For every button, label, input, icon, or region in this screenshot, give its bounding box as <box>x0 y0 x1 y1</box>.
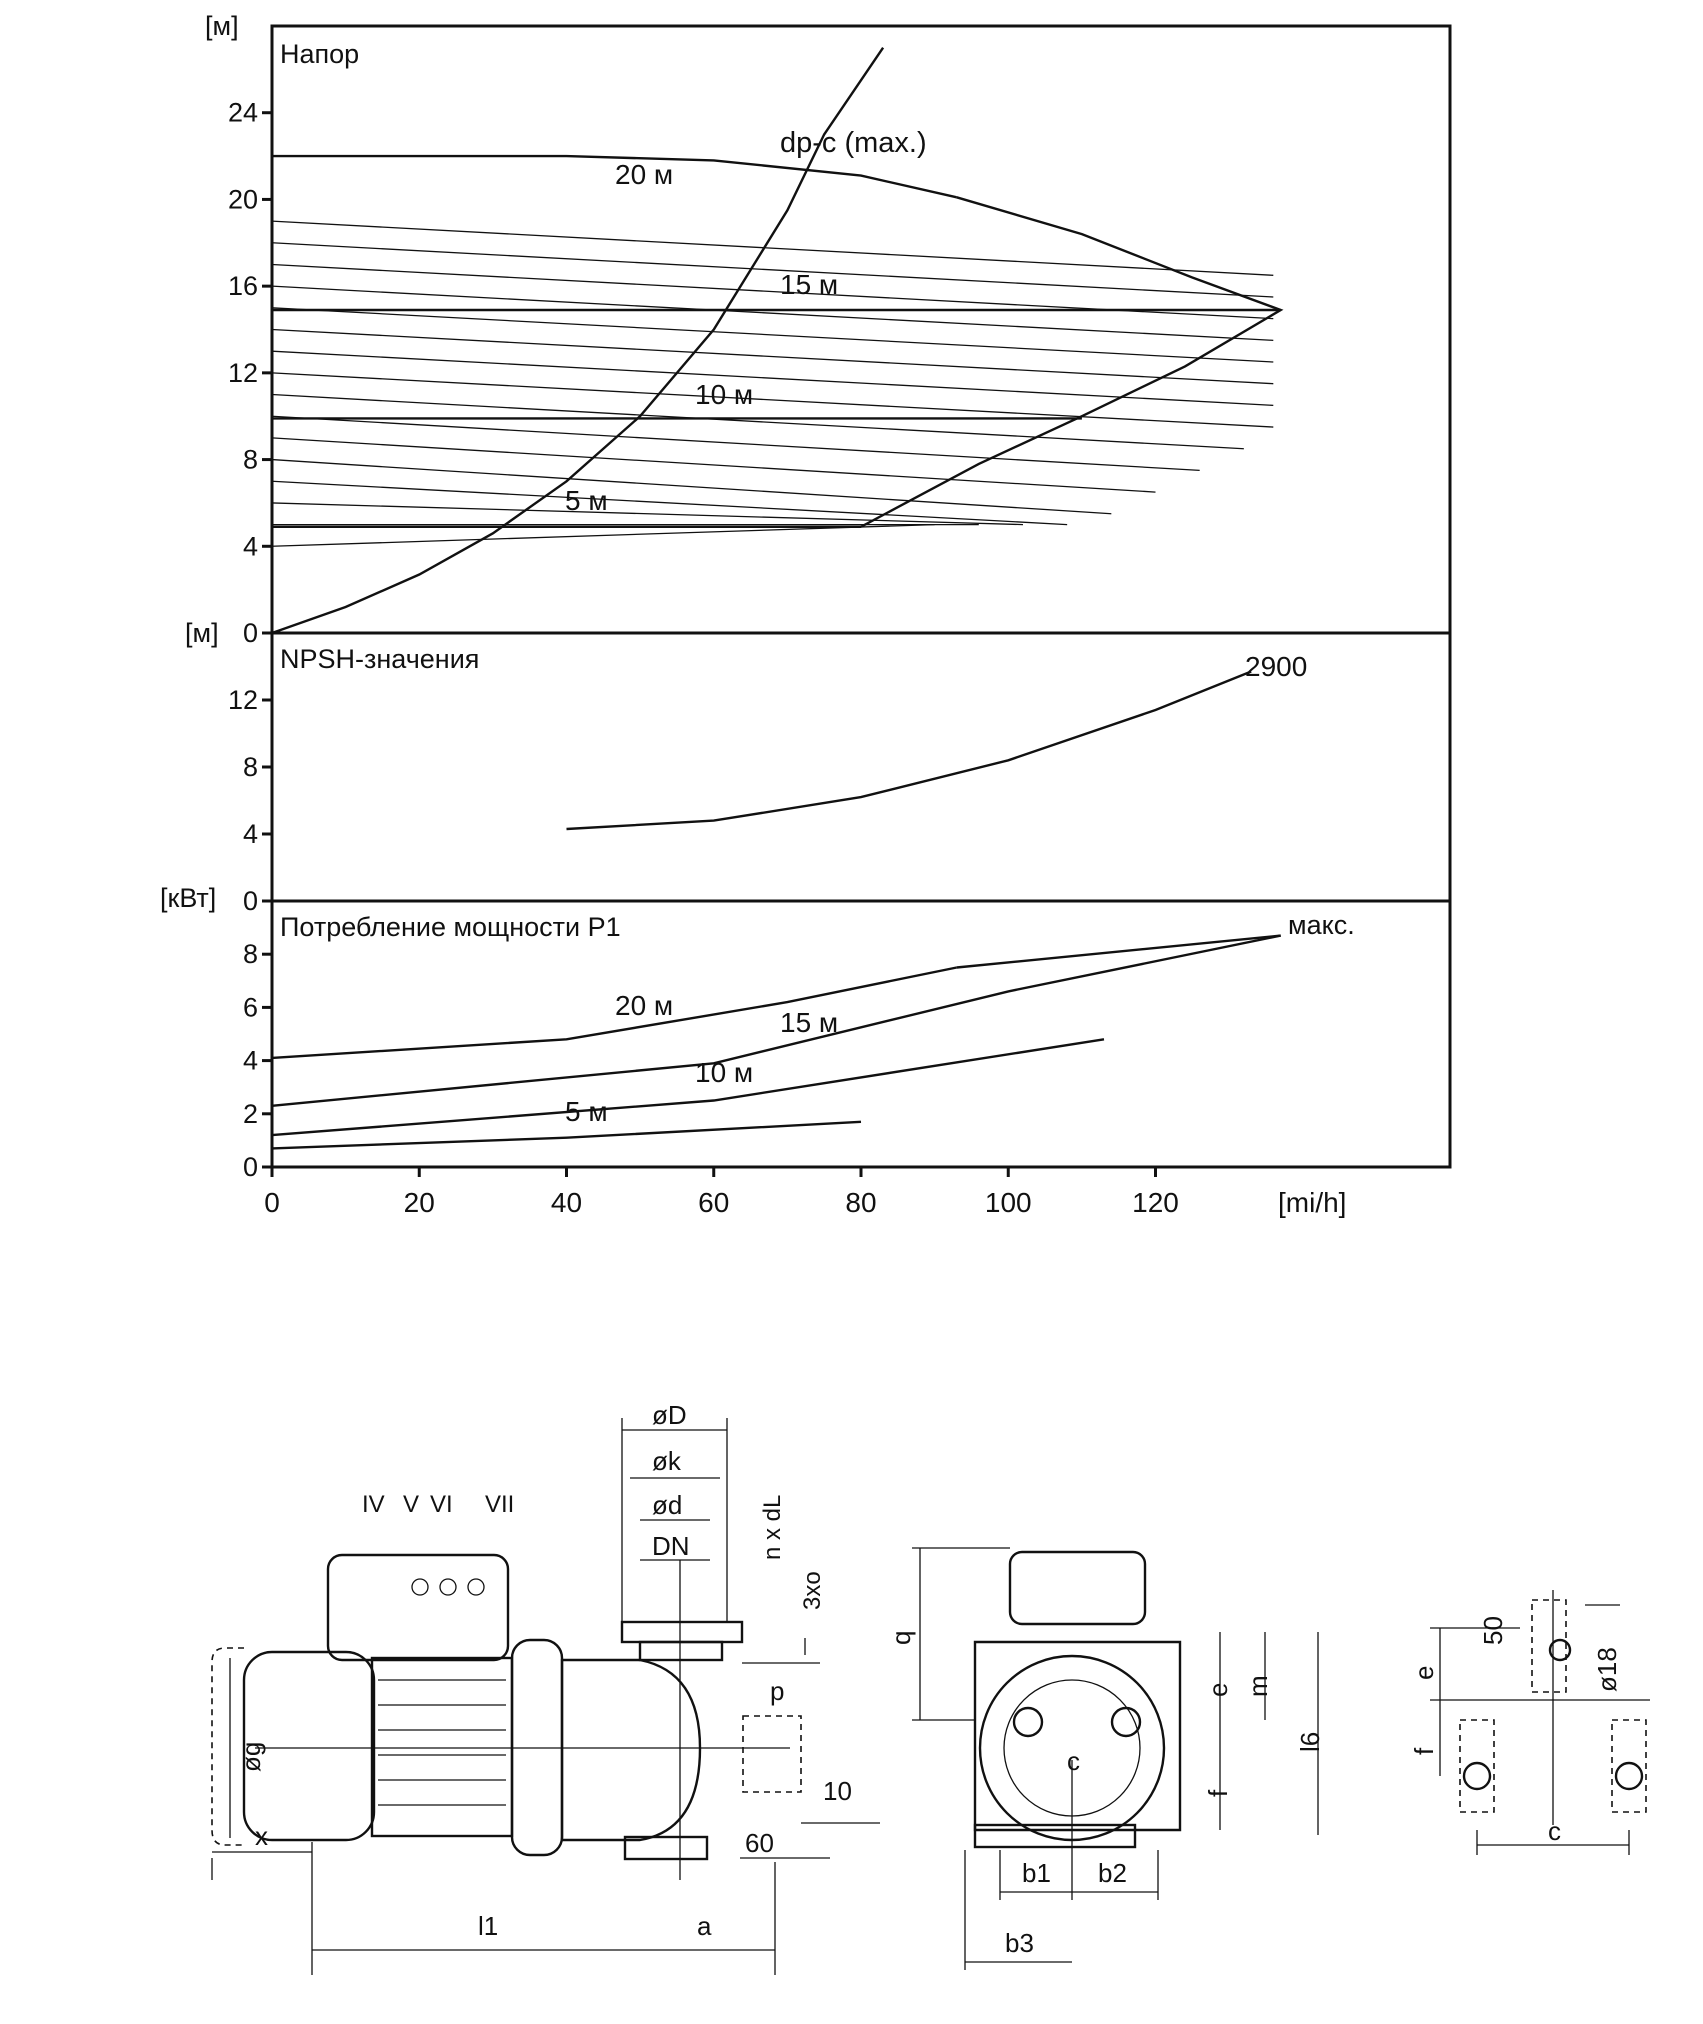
npsh-2900-label: 2900 <box>1245 651 1308 682</box>
foot-hole-pattern <box>1409 1590 1650 1855</box>
front-foot <box>975 1825 1135 1847</box>
power-5m-label: 5 м <box>565 1096 608 1127</box>
y-tick-label: 4 <box>242 1045 258 1076</box>
dim-l1: l1 <box>478 1911 499 1941</box>
power-panel-title: Потребление мощности P1 <box>280 912 621 942</box>
dim-phi18: ø18 <box>1592 1647 1622 1692</box>
y-tick-label: 4 <box>242 819 258 849</box>
power-20m-label: 20 м <box>615 990 674 1021</box>
y-tick-label: 0 <box>242 886 258 916</box>
discharge-pipe <box>640 1642 722 1660</box>
head-y-axis <box>228 98 272 648</box>
y-tick-label: 6 <box>242 992 258 1023</box>
terminal-v: V <box>403 1491 420 1518</box>
dim-phid: ød <box>652 1490 683 1520</box>
suction-port-outline <box>743 1716 801 1792</box>
hatch-line <box>272 503 1023 525</box>
front-housing <box>975 1642 1180 1830</box>
terminal-box <box>328 1555 508 1660</box>
hatch-line <box>272 308 1273 362</box>
dim-60: 60 <box>745 1828 774 1858</box>
terminal-vii: VII <box>485 1491 515 1518</box>
x-tick-label: 0 <box>264 1187 280 1218</box>
y-tick-label: 8 <box>242 444 258 475</box>
dim-b2: b2 <box>1098 1858 1127 1888</box>
power-max-label: макс. <box>1288 910 1355 940</box>
head-curves <box>272 48 1281 633</box>
dim-b3: b3 <box>1005 1928 1034 1958</box>
dim-f2: f <box>1409 1747 1439 1755</box>
npsh-curve <box>567 672 1252 830</box>
y-tick-label: 2 <box>242 1098 258 1129</box>
dim-q: q <box>886 1630 916 1645</box>
dim-dn: DN <box>652 1531 690 1561</box>
power-y-unit: [кВт] <box>160 883 217 913</box>
power-10m-label: 10 м <box>695 1057 754 1088</box>
curve-15m-label: 15 м <box>780 269 839 300</box>
y-tick-label: 20 <box>227 184 258 215</box>
power-curves <box>272 936 1281 1149</box>
dim-phik: øk <box>652 1446 681 1476</box>
dim-phig: øg <box>236 1741 266 1772</box>
y-tick-label: 24 <box>227 97 258 128</box>
head-panel-title: Напор <box>280 39 360 69</box>
power-y-axis <box>243 939 272 1182</box>
curve-5m-label: 5 м <box>565 485 608 516</box>
x-tick-label: 100 <box>984 1187 1032 1218</box>
series-line-15-м <box>272 936 1281 1106</box>
y-tick-label: 16 <box>227 271 258 302</box>
dim-phiD: øD <box>652 1400 687 1430</box>
dim-p: p <box>770 1676 785 1706</box>
y-tick-label: 12 <box>227 357 258 388</box>
dim-nxdl: n x dL <box>759 1494 786 1560</box>
dim-l6: l6 <box>1295 1731 1325 1752</box>
dim-10: 10 <box>823 1776 852 1806</box>
x-axis <box>264 1167 1179 1218</box>
head-region-hatching <box>272 221 1273 546</box>
dim-f: f <box>1203 1789 1233 1797</box>
head-panel <box>205 11 1450 648</box>
dim-e2: e <box>1409 1665 1439 1680</box>
dim-b1: b1 <box>1022 1858 1051 1888</box>
hatch-line <box>272 221 1273 275</box>
dim-e: e <box>1203 1682 1233 1697</box>
dim-c2: c <box>1548 1816 1561 1846</box>
x-tick-label: 120 <box>1132 1187 1179 1218</box>
x-tick-label: 20 <box>403 1187 435 1218</box>
x-tick-label: 60 <box>698 1187 730 1218</box>
head-panel-frame <box>272 26 1450 633</box>
series-line-2900 <box>567 672 1252 830</box>
x-axis-unit: [mi/h] <box>1278 1187 1347 1218</box>
y-tick-label: 8 <box>242 752 258 782</box>
head-y-unit: [м] <box>205 11 239 41</box>
y-tick-label: 4 <box>242 531 258 562</box>
terminal-vi: VI <box>430 1491 453 1518</box>
dim-a: a <box>697 1911 712 1941</box>
hatch-line <box>272 395 1244 449</box>
series-line-макс. <box>957 936 1281 968</box>
x-tick-label: 80 <box>845 1187 877 1218</box>
pump-volute <box>562 1660 700 1840</box>
front-terminal-box <box>1010 1552 1145 1624</box>
dim-c: c <box>1067 1746 1080 1776</box>
y-tick-label: 12 <box>227 685 258 715</box>
terminal-iv: IV <box>362 1491 385 1518</box>
power-panel <box>160 883 1450 1218</box>
hatch-line <box>272 416 1200 470</box>
dim-50: 50 <box>1478 1616 1508 1645</box>
npsh-panel <box>185 618 1450 916</box>
curve-10m-label: 10 м <box>695 379 754 410</box>
hatch-line <box>272 330 1273 384</box>
npsh-panel-title: NPSH-значения <box>280 644 480 674</box>
x-tick-label: 40 <box>550 1187 583 1218</box>
motor-fins <box>378 1680 506 1805</box>
dim-m: m <box>1243 1675 1273 1697</box>
y-tick-label: 8 <box>242 939 258 970</box>
pump-side-view <box>212 1400 880 1975</box>
discharge-flange <box>622 1622 742 1642</box>
y-tick-label: 0 <box>242 1152 258 1182</box>
dim-x: x <box>255 1821 268 1851</box>
npsh-y-unit: [м] <box>185 618 219 648</box>
pump-front-view <box>886 1548 1325 1970</box>
dp-c-label: dp-c (max.) <box>780 127 927 159</box>
series-line-10-м <box>272 1039 1104 1135</box>
dim-3xo: 3xo <box>799 1571 826 1610</box>
curve-20m-label: 20 м <box>615 159 674 190</box>
hatch-line <box>272 460 1111 514</box>
hatch-line <box>272 286 1273 340</box>
npsh-y-axis <box>228 685 272 916</box>
hatch-line <box>272 438 1156 492</box>
y-tick-label: 0 <box>242 618 258 648</box>
power-15m-label: 15 м <box>780 1007 839 1038</box>
motor-body <box>372 1658 512 1836</box>
